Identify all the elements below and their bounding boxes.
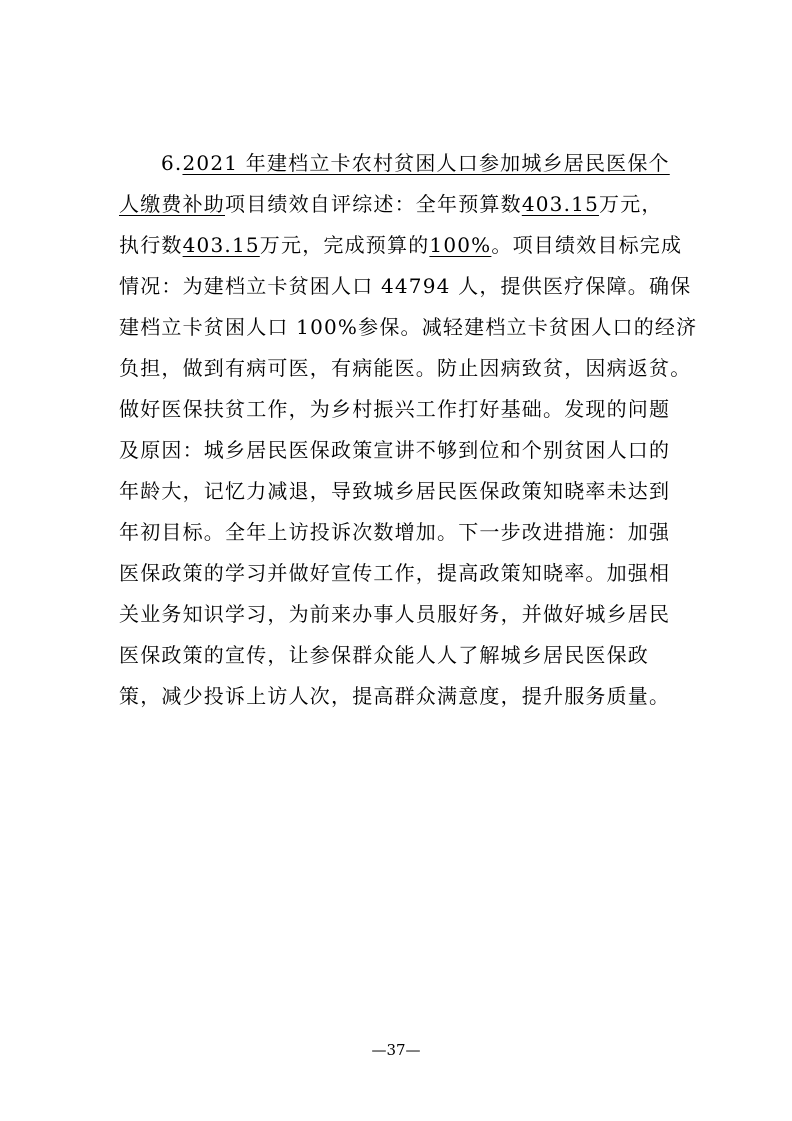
paragraph-line bbox=[119, 471, 675, 512]
text-segment: 万元，完成预算的 bbox=[259, 233, 430, 257]
paragraph-line bbox=[119, 594, 675, 635]
text-segment: 执行数 bbox=[119, 233, 183, 257]
paragraph-line bbox=[119, 430, 675, 471]
text-segment: 6. bbox=[161, 151, 183, 175]
text-segment: 关业务知识学习，为前来办事人员服好务，并做好城乡居民 bbox=[119, 602, 671, 626]
text-segment: 情况：为建档立卡贫困人口 44794 人，提供医疗保障。确保 bbox=[119, 274, 692, 298]
paragraph-line bbox=[119, 307, 698, 348]
text-segment: 年初目标。全年上访投诉次数增加。下一步改进措施：加强 bbox=[119, 520, 671, 544]
text-segment: 建档立卡贫困人口 100%参保。减轻建档立卡贫困人口的经济 bbox=[119, 315, 698, 339]
body-paragraph bbox=[119, 143, 698, 717]
paragraph-line bbox=[119, 266, 692, 307]
text-segment: 医保政策的宣传，让参保群众能人人了解城乡居民医保政 bbox=[119, 643, 649, 667]
underlined-text: 2021 年建档立卡农村贫困人口参加城乡居民医保个 bbox=[182, 151, 670, 175]
text-segment: 项目绩效自评综述：全年预算数 bbox=[225, 192, 522, 216]
text-segment: 万元， bbox=[599, 192, 663, 216]
paragraph-line bbox=[119, 635, 675, 676]
text-segment: 及原因：城乡居民医保政策宣讲不够到位和个别贫困人口的 bbox=[119, 438, 671, 462]
paragraph-line bbox=[119, 143, 675, 184]
text-segment: 年龄大，记忆力减退，导致城乡居民医保政策知晓率未达到 bbox=[119, 479, 671, 503]
paragraph-line bbox=[119, 389, 675, 430]
paragraph-line bbox=[119, 348, 692, 389]
paragraph-line bbox=[119, 553, 675, 594]
underlined-text: 403.15 bbox=[182, 233, 260, 257]
underlined-text: 403.15 bbox=[521, 192, 599, 216]
underlined-text: 100% bbox=[429, 233, 492, 257]
paragraph-line bbox=[119, 512, 675, 553]
paragraph-line bbox=[119, 676, 675, 717]
paragraph-line bbox=[119, 184, 675, 225]
text-segment: 做好医保扶贫工作，为乡村振兴工作打好基础。发现的问题 bbox=[119, 397, 671, 421]
text-segment: 策，减少投诉上访人次，提高群众满意度，提升服务质量。 bbox=[119, 684, 671, 708]
underlined-text: 人缴费补助 bbox=[119, 192, 225, 216]
text-segment: 负担，做到有病可医，有病能医。防止因病致贫，因病返贫。 bbox=[119, 356, 692, 380]
paragraph-line bbox=[119, 225, 683, 266]
text-segment: 医保政策的学习并做好宣传工作，提高政策知晓率。加强相 bbox=[119, 561, 671, 585]
text-segment: 。项目绩效目标完成 bbox=[491, 233, 683, 257]
page-number: —37— bbox=[371, 1041, 421, 1059]
